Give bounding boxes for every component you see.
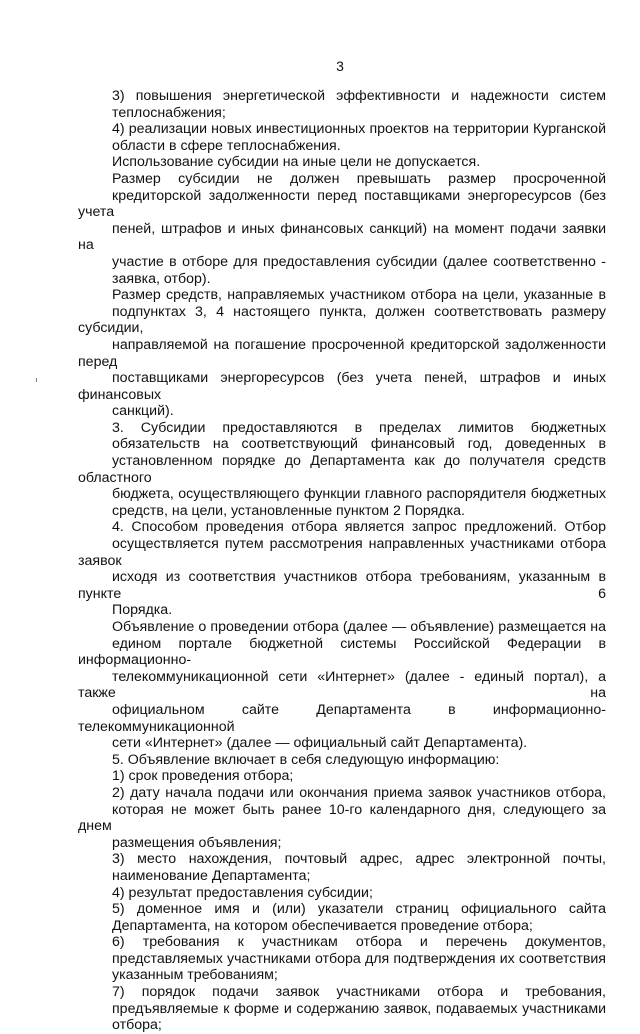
paragraph bbox=[78, 785, 606, 851]
paragraph bbox=[78, 619, 606, 752]
text-line: участие в отборе для предоставления субсидии (далее соответственно - bbox=[112, 253, 606, 270]
paragraph bbox=[78, 519, 606, 619]
text-line: поставщиками энергоресурсов (без учета пеней, штрафов и иных финансовых bbox=[78, 370, 606, 403]
text-line: предъявляемые к форме и содержанию заявок, подаваемых участниками bbox=[112, 1000, 606, 1017]
paragraph bbox=[78, 171, 606, 287]
paragraph bbox=[78, 934, 606, 984]
text-line: Размер средств, направляемых участником отбора на цели, указанные в bbox=[112, 287, 606, 304]
text-line: 1) срок проведения отбора; bbox=[112, 768, 294, 785]
text-line: Объявление о проведении отбора (далее — объявление) размещается на bbox=[112, 619, 606, 635]
text-line: сети «Интернет» (далее — официальный сайт Департамента). bbox=[112, 735, 528, 752]
text-line: средств, на цели, установленные пунктом 2 Порядка. bbox=[112, 502, 465, 519]
text-line: официальном сайте Департамента в информационно-телекоммуникационной bbox=[78, 701, 606, 735]
paragraph bbox=[78, 851, 606, 884]
text-line: Порядка. bbox=[112, 602, 173, 619]
text-line: наименование Департамента; bbox=[112, 867, 311, 884]
text-line: направляемой на погашение просроченной кредиторской задолженности перед bbox=[78, 336, 606, 370]
text-line: бюджета, осуществляющего функции главного распорядителя бюджетных bbox=[112, 486, 606, 503]
text-line: Департамента, на котором обеспечивается проведение отбора; bbox=[112, 917, 533, 934]
text-line: 5) доменное имя и (или) указатели страниц официального сайта bbox=[112, 901, 606, 918]
text-line: 4) результат предоставления субсидии; bbox=[112, 884, 373, 901]
text-line: санкций). bbox=[112, 403, 174, 420]
page-number: 3 bbox=[336, 58, 344, 74]
text-line: подпунктах 3, 4 настоящего пункта, должен соответствовать размеру субсидии, bbox=[78, 303, 606, 337]
text-line: телекоммуникационной сети «Интернет» (далее - единый портал), а также на bbox=[78, 668, 606, 702]
text-line: осуществляется путем рассмотрения направленных участниками отбора заявок bbox=[78, 536, 606, 569]
text-line: заявка, отбор). bbox=[112, 270, 211, 287]
text-line: пеней, штрафов и иных финансовых санкций) на момент подачи заявки на bbox=[78, 220, 606, 254]
text-line: 5. Объявление включает в себя следующую информацию: bbox=[112, 751, 500, 768]
text-line: обязательств на соответствующий финансовый год, доведенных в bbox=[112, 436, 606, 453]
text-line: 2) дату начала подачи или окончания приема заявок участников отбора, bbox=[112, 784, 606, 801]
text-line: представляемых участниками отбора для подтверждения их соответствия bbox=[112, 950, 606, 967]
text-line: 4) реализации новых инвестиционных проектов на территории Курганской bbox=[112, 121, 606, 138]
paragraph bbox=[78, 287, 606, 420]
paragraph bbox=[78, 154, 606, 171]
margin-mark bbox=[36, 378, 37, 382]
document-body bbox=[78, 88, 606, 1034]
text-line: которая не может быть ранее 10-го календарного дня, следующего за днем bbox=[78, 801, 606, 835]
text-line: теплоснабжения; bbox=[112, 104, 226, 121]
text-line: 4. Способом проведения отбора является запрос предложений. Отбор bbox=[112, 519, 606, 536]
text-line: размещения объявления; bbox=[112, 834, 282, 851]
text-line: 3) место нахождения, почтовый адрес, адрес электронной почты, bbox=[112, 851, 606, 868]
text-line: 6) требования к участникам отбора и перечень документов, bbox=[112, 934, 606, 951]
paragraph bbox=[78, 768, 606, 785]
text-line: 3) повышения энергетической эффективности и надежности систем bbox=[112, 88, 606, 104]
paragraph bbox=[78, 984, 606, 1034]
text-line: Размер субсидии не должен превышать размер просроченной bbox=[112, 170, 606, 187]
paragraph bbox=[78, 121, 606, 154]
paragraph bbox=[78, 885, 606, 902]
text-line: области в сфере теплоснабжения. bbox=[112, 137, 341, 154]
paragraph bbox=[78, 901, 606, 934]
text-line: отбора; bbox=[112, 1017, 162, 1034]
text-line: 3. Субсидии предоставляются в пределах лимитов бюджетных bbox=[112, 419, 606, 436]
paragraph bbox=[78, 420, 606, 520]
text-line: кредиторской задолженности перед поставщиками энергоресурсов (без учета bbox=[78, 187, 606, 221]
text-line: едином портале бюджетной системы Российской Федерации в информационно- bbox=[78, 635, 606, 669]
paragraph bbox=[78, 88, 606, 121]
text-line: указанным требованиям; bbox=[112, 967, 278, 984]
text-line: установленном порядке до Департамента как до получателя средств областного bbox=[78, 453, 606, 486]
text-line: исходя из соответствия участников отбора требованиям, указанным в пункте 6 bbox=[78, 569, 606, 602]
text-line: 7) порядок подачи заявок участниками отбора и требования, bbox=[112, 984, 606, 1001]
text-line: Использование субсидии на иные цели не допускается. bbox=[112, 154, 481, 171]
paragraph bbox=[78, 752, 606, 769]
